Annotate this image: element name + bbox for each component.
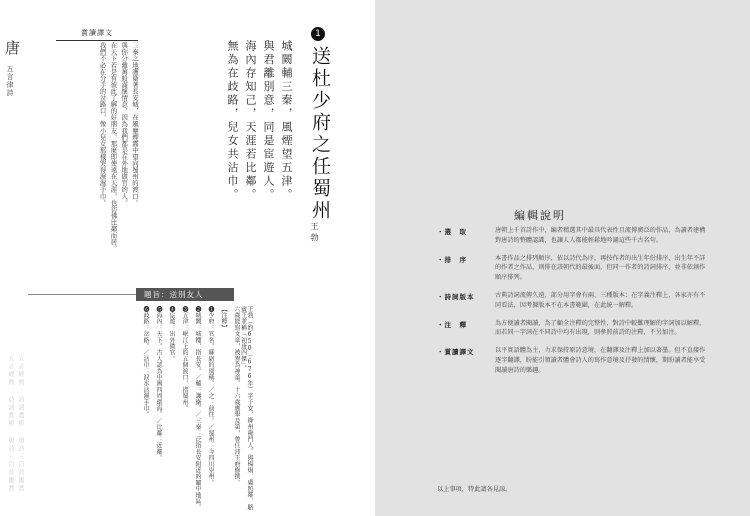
editorial-text: 本書作品之排列順序，依以詩代為序，再按作者的出生年份排序，出生年不詳的作者之作品，則排在該朝代的最後面，但同一作者的詩詞排序，並非依創作順序排列。 [495,254,706,282]
editorial-label: ・詩詞版本 [437,292,475,301]
editorial-text: 唐朝上千首詩作中，編者精選其中最具代表性且流傳廣泛的作品，為讀者建構對唐詩的整體認識，也讓人人都能輕鬆地吟誦這些千古名句。 [495,227,706,244]
editorial-item [437,346,727,375]
editorial-item [437,291,727,311]
poem-author: 王勃 [310,222,319,244]
editorial-label: ・排 序 [437,255,467,264]
appreciation-line: 與你分離萬般滿懷情意，因為我們都是在外地做官的人。 [120,42,129,206]
poem-line: 無為在歧路，兒女共沾巾。 [226,40,239,202]
appreciation-text [56,42,138,252]
note-item: ❺海內：天下。古人認為中國四周環海。／比鄰：近鄰。 [155,306,162,461]
notes-heading: 【注釋】 [220,306,227,331]
appreciation-title: 賞讀譯文 [56,28,138,41]
poem-line: 與君離別意，同是宦遊人。 [262,40,275,202]
appreciation-line: 我們不必在分手的岔路口，像小兒女那樣哭得淚濕手巾。 [98,42,107,206]
note-item: ❻歧路：岔路。／沾巾：淚水沾濕手巾。 [142,306,149,418]
author-note: 六歲能寫文章，被譽為神童。十六歲應舉及第，曾任沛王府修撰。 [233,306,240,486]
editorial-text: 以平實語體為主，力求保持原詩意境，在翻譯及注釋上加以著墨。但不直接作逐字翻譯，盼能引領讀者體會詩人的寫作意境及抒發的情懷，期盼讀者能享受閱讀唐詩的樂趣。 [495,347,706,374]
poem-number-badge: 1 [311,27,325,41]
theme-divider [28,294,136,295]
editorial-label: ・賞讀譯文 [437,348,475,357]
poem-line: 城闕輔三秦，風煙望五津。 [280,40,293,202]
poem-title: 送杜少府之任蜀州 [309,46,331,222]
appreciation-box [56,28,139,252]
margin-faint-text-2: 五言經典 詩詞賞析 唐詩三百首鑑賞 [17,355,24,493]
editorial-text: 古典詩詞流傳久遠，部分用字會有兩、三種版本；在字義注釋上，各家亦有不同看法，因考據版本不在本書範圍，在此統一解釋。 [495,291,706,309]
margin-faint-text: 五言經典 詩詞賞析 唐詩三百首鑑賞 [7,355,14,493]
editorial-item [437,226,727,246]
note-item: ❸五津：岷江上的五個渡口，指蜀州。 [181,306,188,412]
appreciation-line: 三秦之地護衛著長安城，在風塵煙霧中望向蜀州的渡口。 [131,42,139,206]
right-page [375,0,750,516]
editorial-list [437,226,727,384]
editorial-item [437,254,727,283]
editorial-title: 編輯說明 [514,209,566,222]
notes-block [140,306,252,516]
note-item: ❶少府：官名。縣尉的別稱。／之：前往。／蜀州：今四川崇州。 [207,306,214,486]
poem-line: 海內存知己，天涯若比鄰。 [244,40,257,202]
editorial-text: 為方便讀者閱讀，為了顧全注釋的完整性，對詩中較難理解的字詞加以解釋，而若同一字詞在不同詩中均有出現，則參照前詩的注釋，不另加注。 [495,319,706,337]
editorial-label: ・注 釋 [437,320,467,329]
note-item: ❹宦遊：出外做官。 [168,306,175,362]
editorial-closing: 以上事項，特此請各見諒。 [437,486,512,493]
appreciation-line: 在天下若是有彼此了解的好朋友，那麼即使遠在天涯，也彷彿比鄰而居。 [109,42,118,252]
editorial-label: ・選 取 [437,228,467,236]
chapter-glyph: 唐 [3,40,21,55]
section-label: 五言律詩 [6,65,14,97]
editorial-item [437,319,727,339]
poem-body [226,40,294,202]
theme-banner: 題旨：送別友人 [136,288,234,301]
author-note: 王勃（約650－676年）字子安，絳州龍門人。與楊炯、盧照鄰、駱賓王並稱「初唐四傑」。 [239,306,253,511]
note-item: ❷城闕：城樓，指長安。／輔：護衛。／三秦：泛指長安附近的關中地區。 [194,306,201,511]
